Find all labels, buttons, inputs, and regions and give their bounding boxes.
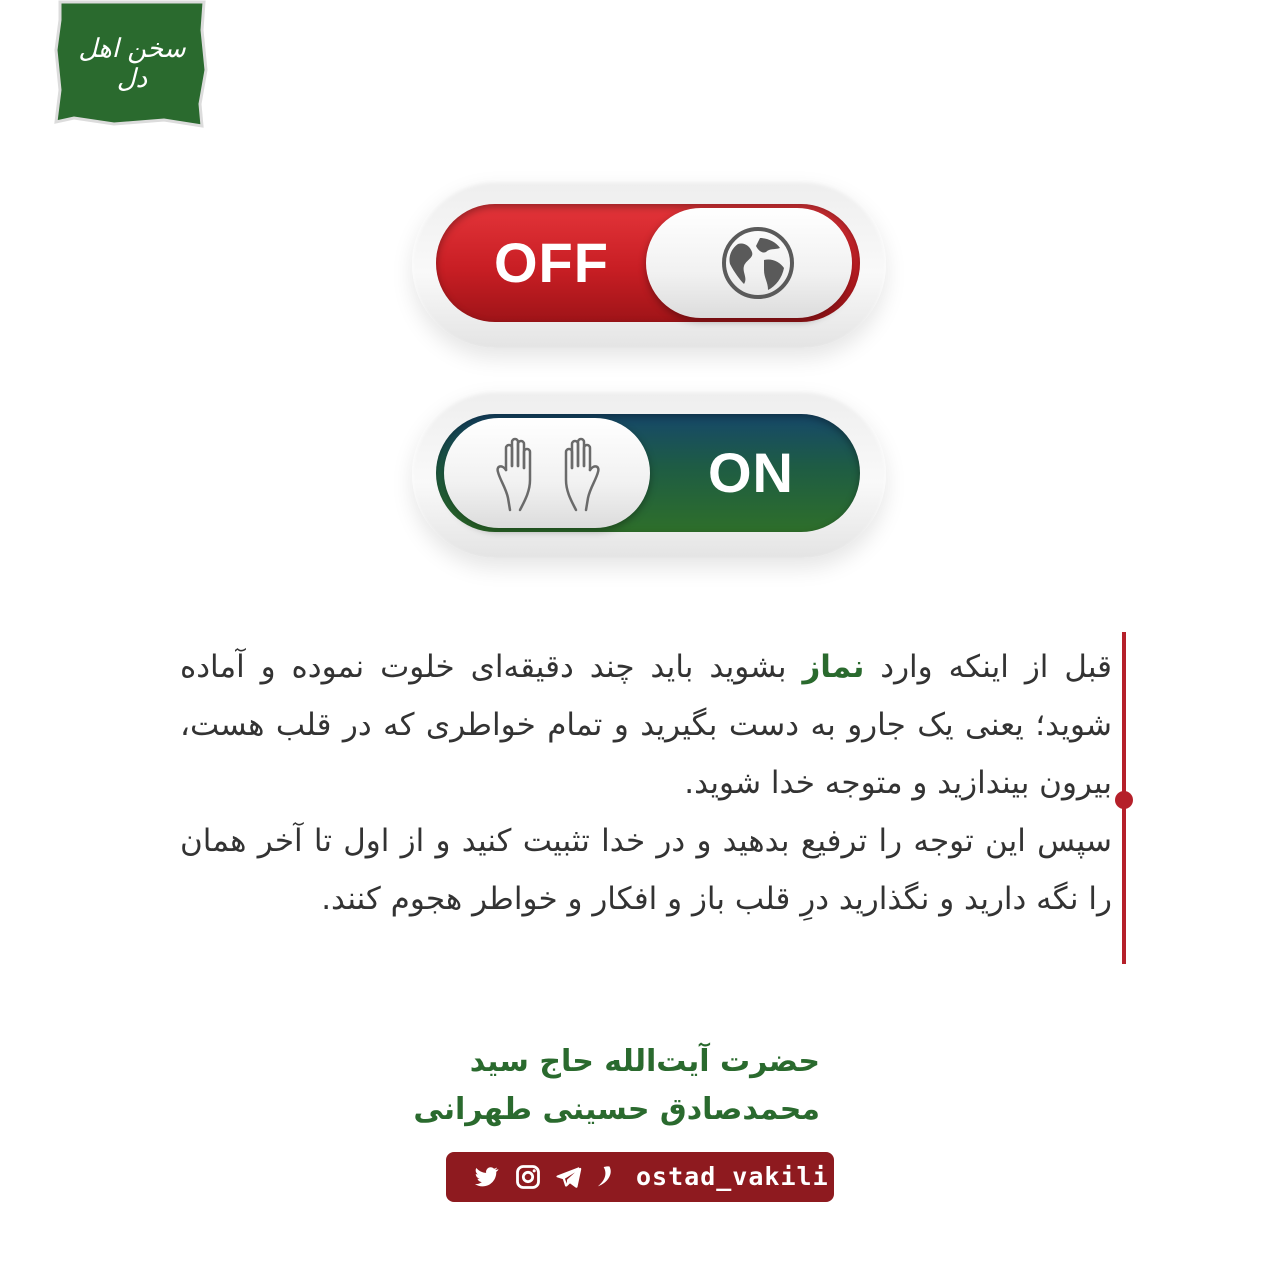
app-icon[interactable]	[592, 1163, 620, 1191]
social-bar	[446, 1152, 834, 1202]
off-switch-knob[interactable]	[646, 208, 852, 318]
author-line-2: محمدصادق حسینی طهرانی	[413, 1092, 820, 1127]
off-switch-track	[436, 204, 860, 322]
quote-paragraph-2: سپس این توجه را ترفیع بدهید و در خدا تثبیت کنید و از اول تا آخر همان را نگه دارید و نگذارید درِ قلب باز و افکار و خواطر هجوم کنند.	[180, 823, 1112, 917]
globe-icon	[646, 208, 852, 318]
author-line-1: حضرت آیت‌الله حاج سید	[469, 1044, 820, 1079]
praying-hands-icon	[444, 418, 650, 528]
quote-part-2: بشوید باید چند دقیقه‌ای خلوت نموده و آماده شوید؛ یعنی یک جارو به دست بگیرید و تمام خواطری که در قلب هست، بیرون بیندازید و متوجه خدا شوید.	[180, 649, 1112, 801]
social-handle[interactable]: ostad_vakili	[636, 1162, 829, 1191]
twitter-icon[interactable]	[472, 1163, 500, 1191]
quote-paragraph-1	[180, 638, 1112, 812]
quote-keyword: نماز	[802, 649, 865, 685]
quote-part-1: قبل از اینکه وارد	[864, 649, 1112, 685]
logo-text: سخن اهل دل	[78, 34, 186, 94]
logo-badge	[54, 0, 210, 128]
telegram-icon[interactable]	[554, 1163, 582, 1191]
on-switch-track	[436, 414, 860, 532]
on-switch[interactable]	[412, 390, 886, 558]
off-label: OFF	[494, 231, 609, 294]
instagram-icon[interactable]	[514, 1163, 542, 1191]
quote-text	[180, 638, 1112, 928]
on-label: ON	[708, 441, 794, 504]
quote-divider-dot	[1115, 791, 1133, 809]
off-switch[interactable]	[412, 180, 886, 348]
author-credit	[340, 1038, 820, 1134]
on-switch-knob[interactable]	[444, 418, 650, 528]
